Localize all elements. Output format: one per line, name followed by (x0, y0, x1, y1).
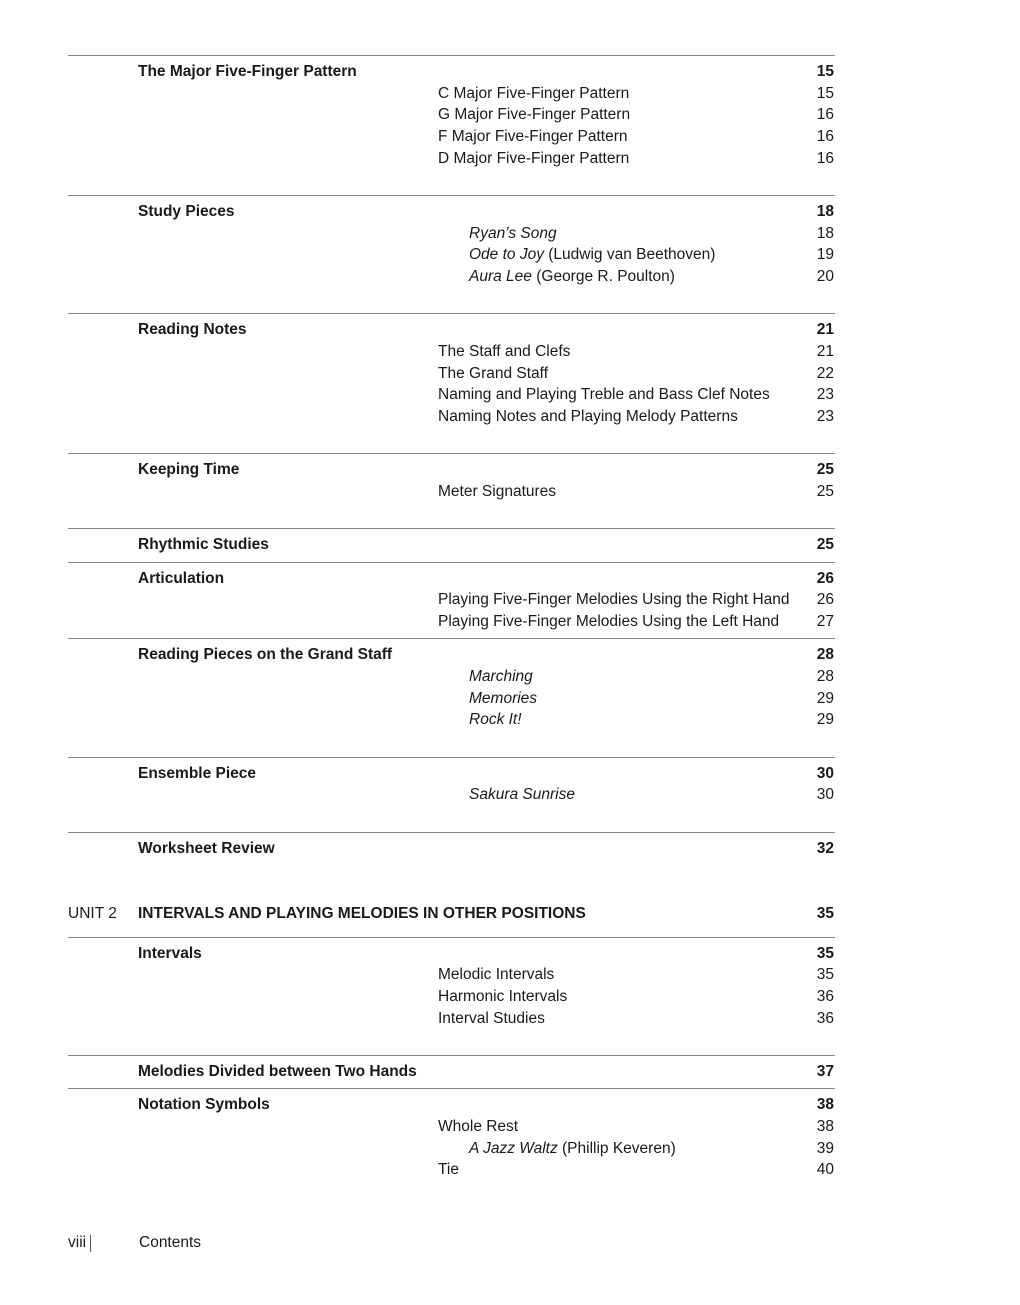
piece-entry (469, 245, 715, 265)
entry-page: 28 (816, 668, 834, 685)
entry-title: D Major Five-Finger Pattern (438, 150, 630, 167)
entry-page: 16 (816, 106, 834, 123)
section-page: 37 (816, 1063, 834, 1080)
section-title: Reading Pieces on the Grand Staff (138, 646, 393, 663)
piece-entry (469, 224, 557, 244)
section-page: 30 (816, 765, 834, 782)
entry-page: 40 (816, 1161, 834, 1178)
section-page: 15 (816, 63, 834, 80)
section-divider (68, 562, 835, 563)
section-title: The Major Five-Finger Pattern (138, 63, 357, 80)
piece-credit: (Phillip Keveren) (557, 1140, 676, 1157)
section-page: 35 (816, 945, 834, 962)
section-title: Melodies Divided between Two Hands (138, 1063, 417, 1080)
section-title: Ensemble Piece (138, 765, 257, 782)
section-page: 18 (816, 203, 834, 220)
section-divider (68, 757, 835, 758)
section-title: Articulation (138, 570, 225, 587)
entry-page: 30 (816, 786, 834, 803)
entry-title: Whole Rest (438, 1118, 519, 1135)
entry-page: 20 (816, 268, 834, 285)
section-divider (68, 195, 835, 196)
piece-title: Marching (469, 668, 533, 685)
section-divider (68, 313, 835, 314)
entry-title: Playing Five-Finger Melodies Using the Left Hand (438, 613, 780, 630)
piece-entry (469, 689, 537, 709)
entry-title: Tie (438, 1161, 459, 1178)
entry-page: 22 (816, 365, 834, 382)
unit-title: INTERVALS AND PLAYING MELODIES IN OTHER POSITIONS (138, 905, 586, 922)
entry-page: 36 (816, 1010, 834, 1027)
entry-page: 38 (816, 1118, 834, 1135)
entry-page: 36 (816, 988, 834, 1005)
entry-page: 23 (816, 386, 834, 403)
entry-page: 23 (816, 408, 834, 425)
section-page: 21 (816, 321, 834, 338)
entry-page: 27 (816, 613, 834, 630)
section-title: Intervals (138, 945, 202, 962)
footer-label: Contents (139, 1234, 202, 1251)
section-divider (68, 638, 835, 639)
entry-page: 29 (816, 711, 834, 728)
section-divider (68, 1088, 835, 1089)
piece-credit: (George R. Poulton) (531, 268, 675, 285)
section-page: 32 (816, 840, 834, 857)
section-divider (68, 832, 835, 833)
section-title: Worksheet Review (138, 840, 275, 857)
section-page: 26 (816, 570, 834, 587)
entry-page: 21 (816, 343, 834, 360)
entry-page: 25 (816, 483, 834, 500)
piece-title: Ode to Joy (469, 246, 544, 263)
piece-credit: (Ludwig van Beethoven) (543, 246, 716, 263)
entry-title: C Major Five-Finger Pattern (438, 85, 630, 102)
section-title: Rhythmic Studies (138, 536, 269, 553)
section-title: Keeping Time (138, 461, 240, 478)
piece-entry (469, 710, 522, 730)
entry-page: 16 (816, 128, 834, 145)
section-page: 25 (816, 536, 834, 553)
piece-entry (469, 1139, 676, 1159)
entry-title: G Major Five-Finger Pattern (438, 106, 631, 123)
entry-title: Meter Signatures (438, 483, 557, 500)
piece-title: Ryan’s Song (469, 225, 557, 242)
entry-title: Naming and Playing Treble and Bass Clef Notes (438, 386, 770, 403)
entry-title: The Grand Staff (438, 365, 548, 382)
entry-title: Naming Notes and Playing Melody Patterns (438, 408, 738, 425)
entry-title: Harmonic Intervals (438, 988, 568, 1005)
entry-title: The Staff and Clefs (438, 343, 571, 360)
unit-label: UNIT 2 (68, 905, 117, 922)
section-title: Notation Symbols (138, 1096, 270, 1113)
entry-page: 18 (816, 225, 834, 242)
entry-page: 39 (816, 1140, 834, 1157)
section-title: Study Pieces (138, 203, 235, 220)
piece-entry (469, 267, 675, 287)
piece-entry (469, 667, 533, 687)
section-page: 28 (816, 646, 834, 663)
entry-page: 35 (816, 966, 834, 983)
entry-title: Melodic Intervals (438, 966, 555, 983)
section-divider (68, 1055, 835, 1056)
section-divider (68, 55, 835, 56)
footer-divider (90, 1235, 91, 1252)
entry-title: F Major Five-Finger Pattern (438, 128, 628, 145)
piece-title: Memories (469, 690, 538, 707)
section-title: Reading Notes (138, 321, 247, 338)
piece-title: Aura Lee (469, 268, 532, 285)
footer-page-number: viii (68, 1234, 87, 1251)
piece-entry (469, 785, 575, 805)
entry-title: Interval Studies (438, 1010, 545, 1027)
unit-page: 35 (816, 905, 834, 922)
piece-title: Rock It! (469, 711, 522, 728)
entry-page: 29 (816, 690, 834, 707)
entry-page: 16 (816, 150, 834, 167)
section-page: 38 (816, 1096, 834, 1113)
section-divider (68, 937, 835, 938)
section-divider (68, 528, 835, 529)
entry-page: 19 (816, 246, 834, 263)
piece-title: Sakura Sunrise (469, 786, 575, 803)
entry-page: 15 (816, 85, 834, 102)
section-divider (68, 453, 835, 454)
entry-page: 26 (816, 591, 834, 608)
section-page: 25 (816, 461, 834, 478)
piece-title: A Jazz Waltz (469, 1140, 558, 1157)
entry-title: Playing Five-Finger Melodies Using the Right Hand (438, 591, 790, 608)
